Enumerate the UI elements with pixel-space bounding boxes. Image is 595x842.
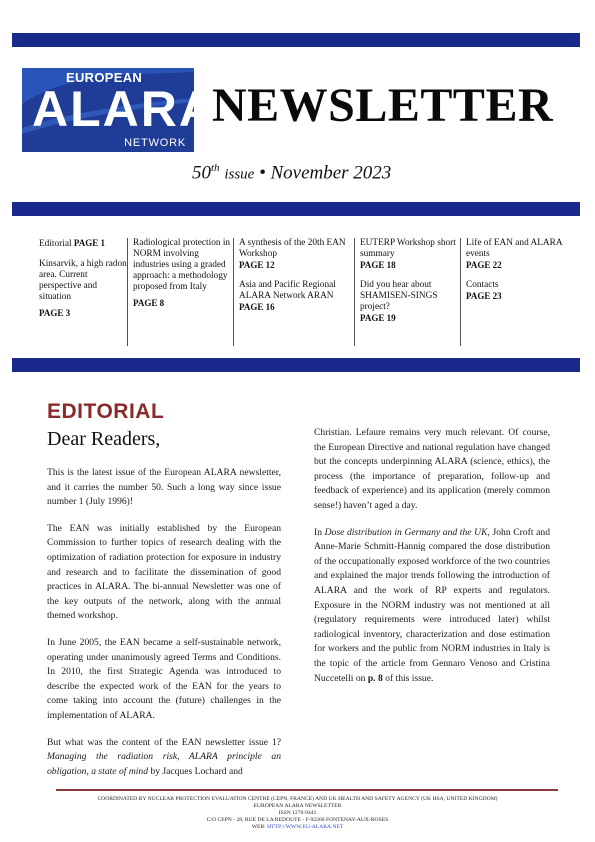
issue-word: issue: [224, 166, 255, 183]
footer-coordinators: COORDINATED BY NUCLEAR PROTECTION EVALUATION CENTRE (CEPN, FRANCE) AND UK HEALTH AND SAFETY AGENCY (UK HSA, UNITED KINGDOM): [97, 796, 498, 802]
issue-number: 50: [192, 162, 211, 184]
toc-page-ref: PAGE 19: [360, 313, 396, 323]
editorial-text: But what was the content of the EAN newsletter issue 1?: [47, 736, 281, 748]
editorial-paragraph: Christian. Lefaure remains very much relevant. Of course, the European Directive and national regulation have changed but the concepts underpinning ALARA (science, ethics), the process (the importance of preparation, follow-up and feedback of experience) and its application (merely common sense!) haven’t aged a day.: [314, 427, 550, 511]
editorial-text: of this issue.: [382, 672, 434, 684]
toc-page-ref: PAGE 1: [73, 238, 105, 248]
toc-page-ref: PAGE 3: [39, 308, 71, 318]
table-of-contents: [33, 238, 580, 346]
logo-european-text: EUROPEAN: [66, 70, 143, 85]
toc-page-ref: PAGE 16: [239, 302, 275, 312]
footer-publication: EUROPEAN ALARA NEWSLETTER: [253, 803, 342, 809]
logo-alara-text: ALARA: [32, 81, 217, 137]
toc-entry-aran[interactable]: [239, 280, 354, 313]
toc-column-3: [233, 238, 354, 346]
ean-logo: [22, 68, 217, 152]
newsletter-title: NEWSLETTER: [212, 79, 554, 132]
toc-entry-title: Kinsarvik, a high radon area. Current perspective and situation: [39, 259, 127, 302]
top-rule: [12, 33, 580, 47]
toc-entry-title: Contacts: [466, 280, 499, 290]
toc-page-ref: PAGE 22: [466, 260, 502, 270]
toc-entry-title: Editorial: [39, 239, 72, 249]
toc-column-1: [39, 238, 127, 346]
middle-rule: [12, 202, 580, 216]
footer-web: [30, 824, 565, 831]
toc-entry-editorial[interactable]: [39, 238, 127, 250]
footer-rule: [56, 789, 558, 791]
editorial-article-title: Managing the radiation risk, ALARA principle an obligation, a state of mind: [47, 751, 281, 777]
toc-entry-norm-italy[interactable]: [133, 238, 233, 309]
toc-entry-kinsarvik[interactable]: [39, 259, 127, 319]
toc-entry-life-of-ean[interactable]: [466, 238, 572, 271]
editorial-right-column: [314, 426, 550, 686]
toc-entry-contacts[interactable]: [466, 280, 572, 302]
editorial-text: by Jacques Lochard and: [148, 765, 243, 777]
toc-entry-title: Life of EAN and ALARA events: [466, 238, 563, 259]
editorial-text: , John Croft and Anne-Marie Schmitt-Hannig compared the dose distribution of the occupationally exposed workforce of the two countries and explained the major trends following the introduction of ALARA and the work of RP experts and regulators. Exposure in the NORM industry was not mentioned at all (regulatory requirements were introduced later) whilst radiological inventory, characterization and dose estimation for workers and the public from NORM industries in Italy is the topic of the article from Gennaro Venoso and Cristina Nuccetelli on: [314, 526, 550, 684]
logo-network-text: NETWORK: [124, 137, 186, 149]
toc-entry-title: Did you hear about SHAMISEN-SINGS project?: [360, 280, 438, 312]
editorial-paragraph: In June 2005, the EAN became a self-sustainable network, operating under unanimously agreed Terms and Conditions. In 2010, the first Strategic Agenda was introduced to describe the expected work of the EAN for the years to come taking into account the (future) challenges in the implementation of ALARA.: [47, 636, 281, 721]
toc-entry-title: Asia and Pacific Regional ALARA Network ARAN: [239, 280, 336, 301]
editorial-heading: EDITORIAL: [47, 400, 165, 423]
editorial-article-title: Dose distribution in Germany and the UK: [324, 526, 488, 538]
lower-rule: [12, 358, 580, 372]
toc-entry-title: Radiological protection in NORM involving industries using a graded approach: a methodology proposed from Italy: [133, 238, 231, 292]
toc-entry-ean-workshop[interactable]: [239, 238, 354, 271]
editorial-paragraph: This is the latest issue of the European ALARA newsletter, and it carries the number 50. Such a long way since issue number 1 (July 1996)!: [47, 467, 281, 508]
toc-page-ref: PAGE 23: [466, 291, 502, 301]
footer-issn: ISSN 1270-9441: [278, 810, 317, 816]
toc-entry-euterp[interactable]: [360, 238, 460, 271]
issue-line: [192, 162, 391, 184]
editorial-salutation: Dear Readers,: [47, 428, 161, 450]
issue-ordinal: th: [211, 162, 220, 174]
editorial-left-column: [47, 466, 281, 779]
toc-page-ref: PAGE 18: [360, 260, 396, 270]
footer-web-label: WEB:: [251, 824, 268, 830]
editorial-paragraph: [47, 736, 281, 780]
toc-column-4: [354, 238, 460, 346]
editorial-paragraph: [314, 526, 550, 687]
issue-separator: •: [254, 162, 271, 184]
toc-page-ref: PAGE 8: [133, 298, 165, 308]
toc-entry-title: EUTERP Workshop short summary: [360, 238, 456, 259]
toc-entry-title: A synthesis of the 20th EAN Workshop: [239, 238, 346, 259]
footer: [30, 796, 565, 831]
editorial-text: In: [314, 526, 325, 538]
toc-column-2: [127, 238, 233, 346]
toc-column-5: [460, 238, 572, 346]
toc-entry-shamisen[interactable]: [360, 280, 460, 324]
editorial-paragraph: The EAN was initially established by the European Commission to further topics of research dealing with the optimization of radiation protection for exposure in industry and research and to facilitate the dissemination of good practices in ALARA. The bi-annual Newsletter was one of the key outputs of the network, along with the annual themed workshop.: [47, 522, 281, 622]
toc-page-ref: PAGE 12: [239, 260, 275, 270]
editorial-page-ref: p. 8: [367, 672, 383, 684]
issue-date: November 2023: [270, 162, 392, 184]
footer-address: C/O CEPN - 28, RUE DE LA REDOUTE - F-92260 FONTENAY-AUX-ROSES: [206, 817, 389, 823]
footer-web-link[interactable]: HTTP://WWW.EU-ALARA.NET: [267, 824, 344, 830]
